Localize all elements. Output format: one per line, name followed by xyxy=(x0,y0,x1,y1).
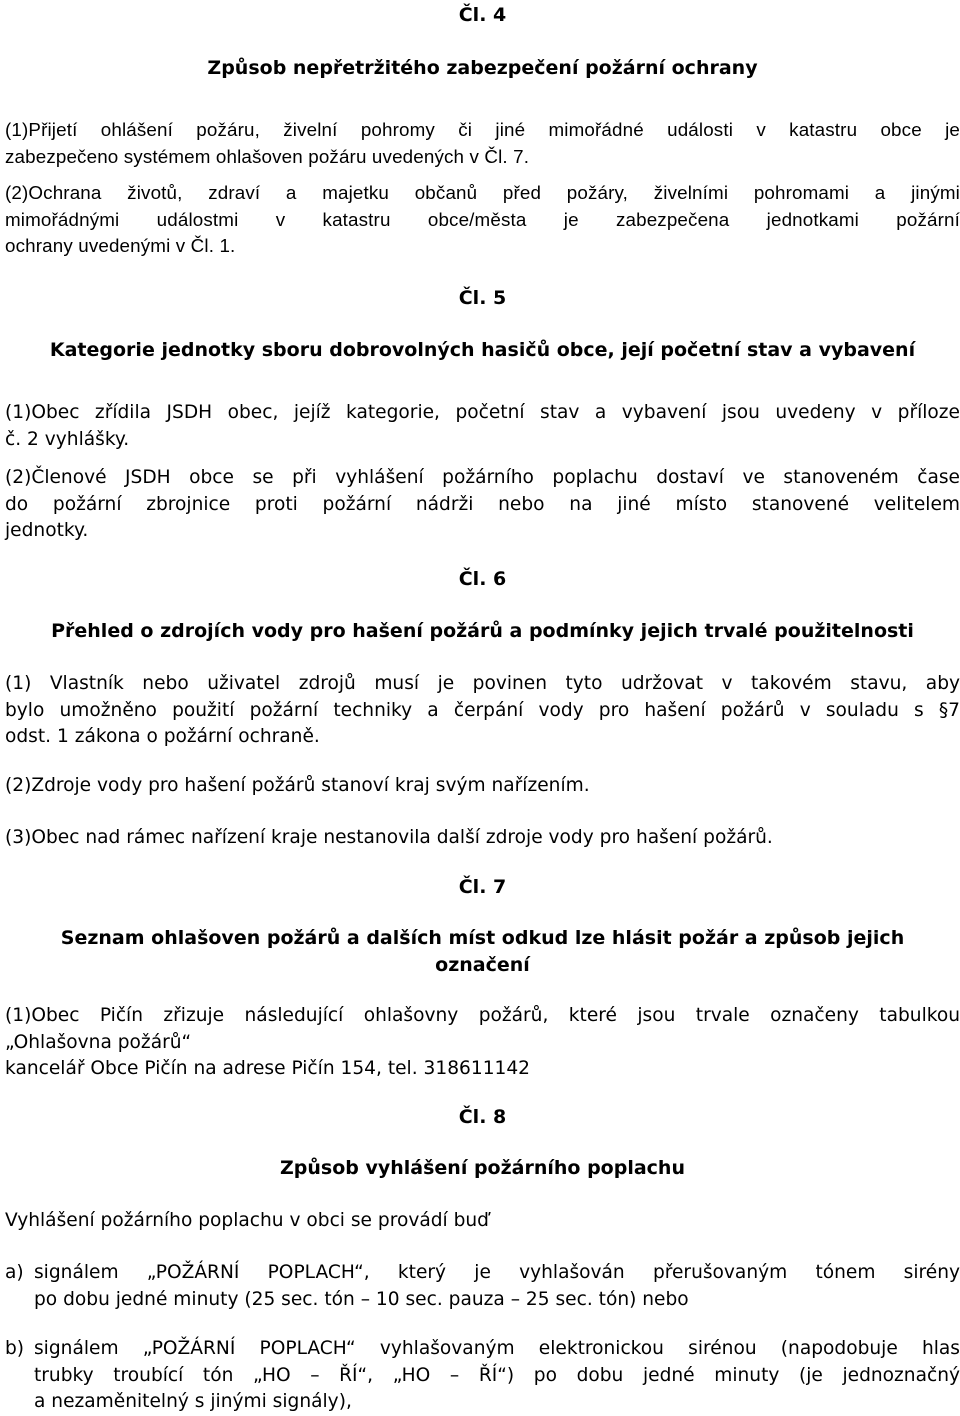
article-5-number: Čl. 5 xyxy=(458,287,507,309)
text-line: zabezpečeno systémem ohlašoven požáru uvedených v Čl. 7. xyxy=(5,145,530,167)
article-7-number: Čl. 7 xyxy=(458,876,507,898)
text-line: Vyhlášení požárního poplachu v obci se provádí buď xyxy=(5,1210,489,1231)
article-7-title-line-2: označení xyxy=(435,954,530,976)
article-6-number: Čl. 6 xyxy=(458,568,507,590)
list-item-text xyxy=(34,1336,960,1416)
text-line: (3)Obec nad rámec nařízení kraje nestanovila další zdroje vody pro hašení požárů. xyxy=(5,827,773,848)
article-6-title: Přehled o zdrojích vody pro hašení požárů a podmínky jejich trvalé použitelnosti xyxy=(51,620,914,642)
text-line: (2)Ochrana životů, zdraví a majetku občanů před požáry, živelními pohromami a jinými xyxy=(5,182,960,203)
article-6-paragraph-2 xyxy=(5,773,960,800)
text-line: č. 2 vyhlášky. xyxy=(5,428,130,450)
text-line: „Ohlašovna požárů“ xyxy=(5,1031,192,1053)
article-4-title: Způsob nepřetržitého zabezpečení požární ochrany xyxy=(207,57,758,79)
text-line: signálem „POŽÁRNÍ POPLACH“ vyhlašovaným elektronickou sirénou (napodobuje hlas xyxy=(34,1338,960,1359)
text-line: signálem „POŽÁRNÍ POPLACH“, který je vyhlašován přerušovaným tónem sirény xyxy=(34,1262,960,1283)
text-line: trubky troubící tón „HO – ŘÍ“, „HO – ŘÍ“) po dobu jedné minuty (je jednoznačný xyxy=(34,1364,960,1386)
text-line: do požární zbrojnice proti požární nádrži nebo na jiné místo stanovené velitelem xyxy=(5,493,960,515)
article-4-number: Čl. 4 xyxy=(458,4,507,26)
article-6-paragraph-1 xyxy=(5,671,960,751)
article-4-paragraph-1 xyxy=(5,117,960,170)
text-line: (1) Vlastník nebo uživatel zdrojů musí je povinen tyto udržovat v takovém stavu, aby xyxy=(5,673,960,694)
list-item-text xyxy=(34,1260,960,1313)
article-5-paragraph-2 xyxy=(5,465,960,545)
article-5-paragraph-1 xyxy=(5,400,960,453)
text-line: (1)Přijetí ohlášení požáru, živelní pohromy či jiné mimořádné události v katastru obce je xyxy=(5,119,960,140)
article-8-title: Způsob vyhlášení požárního poplachu xyxy=(279,1157,685,1179)
text-line: bylo umožněno použití požární techniky a čerpání vody pro hašení požárů v souladu s §7 xyxy=(5,699,960,721)
text-line: a nezaměnitelný s jinými signály), xyxy=(34,1391,352,1412)
text-line: ochrany uvedenými v Čl. 1. xyxy=(5,235,236,256)
list-item-label: b) xyxy=(5,1338,25,1359)
list-item-label: a) xyxy=(5,1262,24,1283)
text-line: (1)Obec Pičín zřizuje následující ohlašovny požárů, které jsou trvale označeny tabulkou xyxy=(5,1005,960,1026)
text-line: odst. 1 zákona o požární ochraně. xyxy=(5,726,320,747)
text-line: kancelář Obce Pičín na adrese Pičín 154, tel. 318611142 xyxy=(5,1058,531,1079)
article-4-paragraph-2 xyxy=(5,180,960,260)
article-5-title: Kategorie jednotky sboru dobrovolných hasičů obce, její početní stav a vybavení xyxy=(49,339,916,361)
list-item xyxy=(5,1336,960,1416)
article-8-intro xyxy=(5,1208,960,1235)
text-line: mimořádnými událostmi v katastru obce/města je zabezpečena jednotkami požární xyxy=(5,208,960,230)
article-7-paragraph-1 xyxy=(5,1003,960,1083)
text-line: jednotky. xyxy=(5,520,89,541)
article-7-title-line-1: Seznam ohlašoven požárů a dalších míst odkud lze hlásit požár a způsob jejich xyxy=(60,927,905,949)
text-line: (2)Členové JSDH obce se při vyhlášení požárního poplachu dostaví ve stanoveném čase xyxy=(5,467,960,488)
list-item xyxy=(5,1260,960,1316)
text-line: po dobu jedné minuty (25 sec. tón – 10 sec. pauza – 25 sec. tón) nebo xyxy=(34,1288,689,1310)
article-8-number: Čl. 8 xyxy=(458,1106,507,1128)
text-line: (2)Zdroje vody pro hašení požárů stanoví kraj svým nařízením. xyxy=(5,775,590,796)
text-line: (1)Obec zřídila JSDH obec, jejíž kategorie, početní stav a vybavení jsou uvedeny v příloze xyxy=(5,402,960,423)
article-6-paragraph-3 xyxy=(5,825,960,852)
